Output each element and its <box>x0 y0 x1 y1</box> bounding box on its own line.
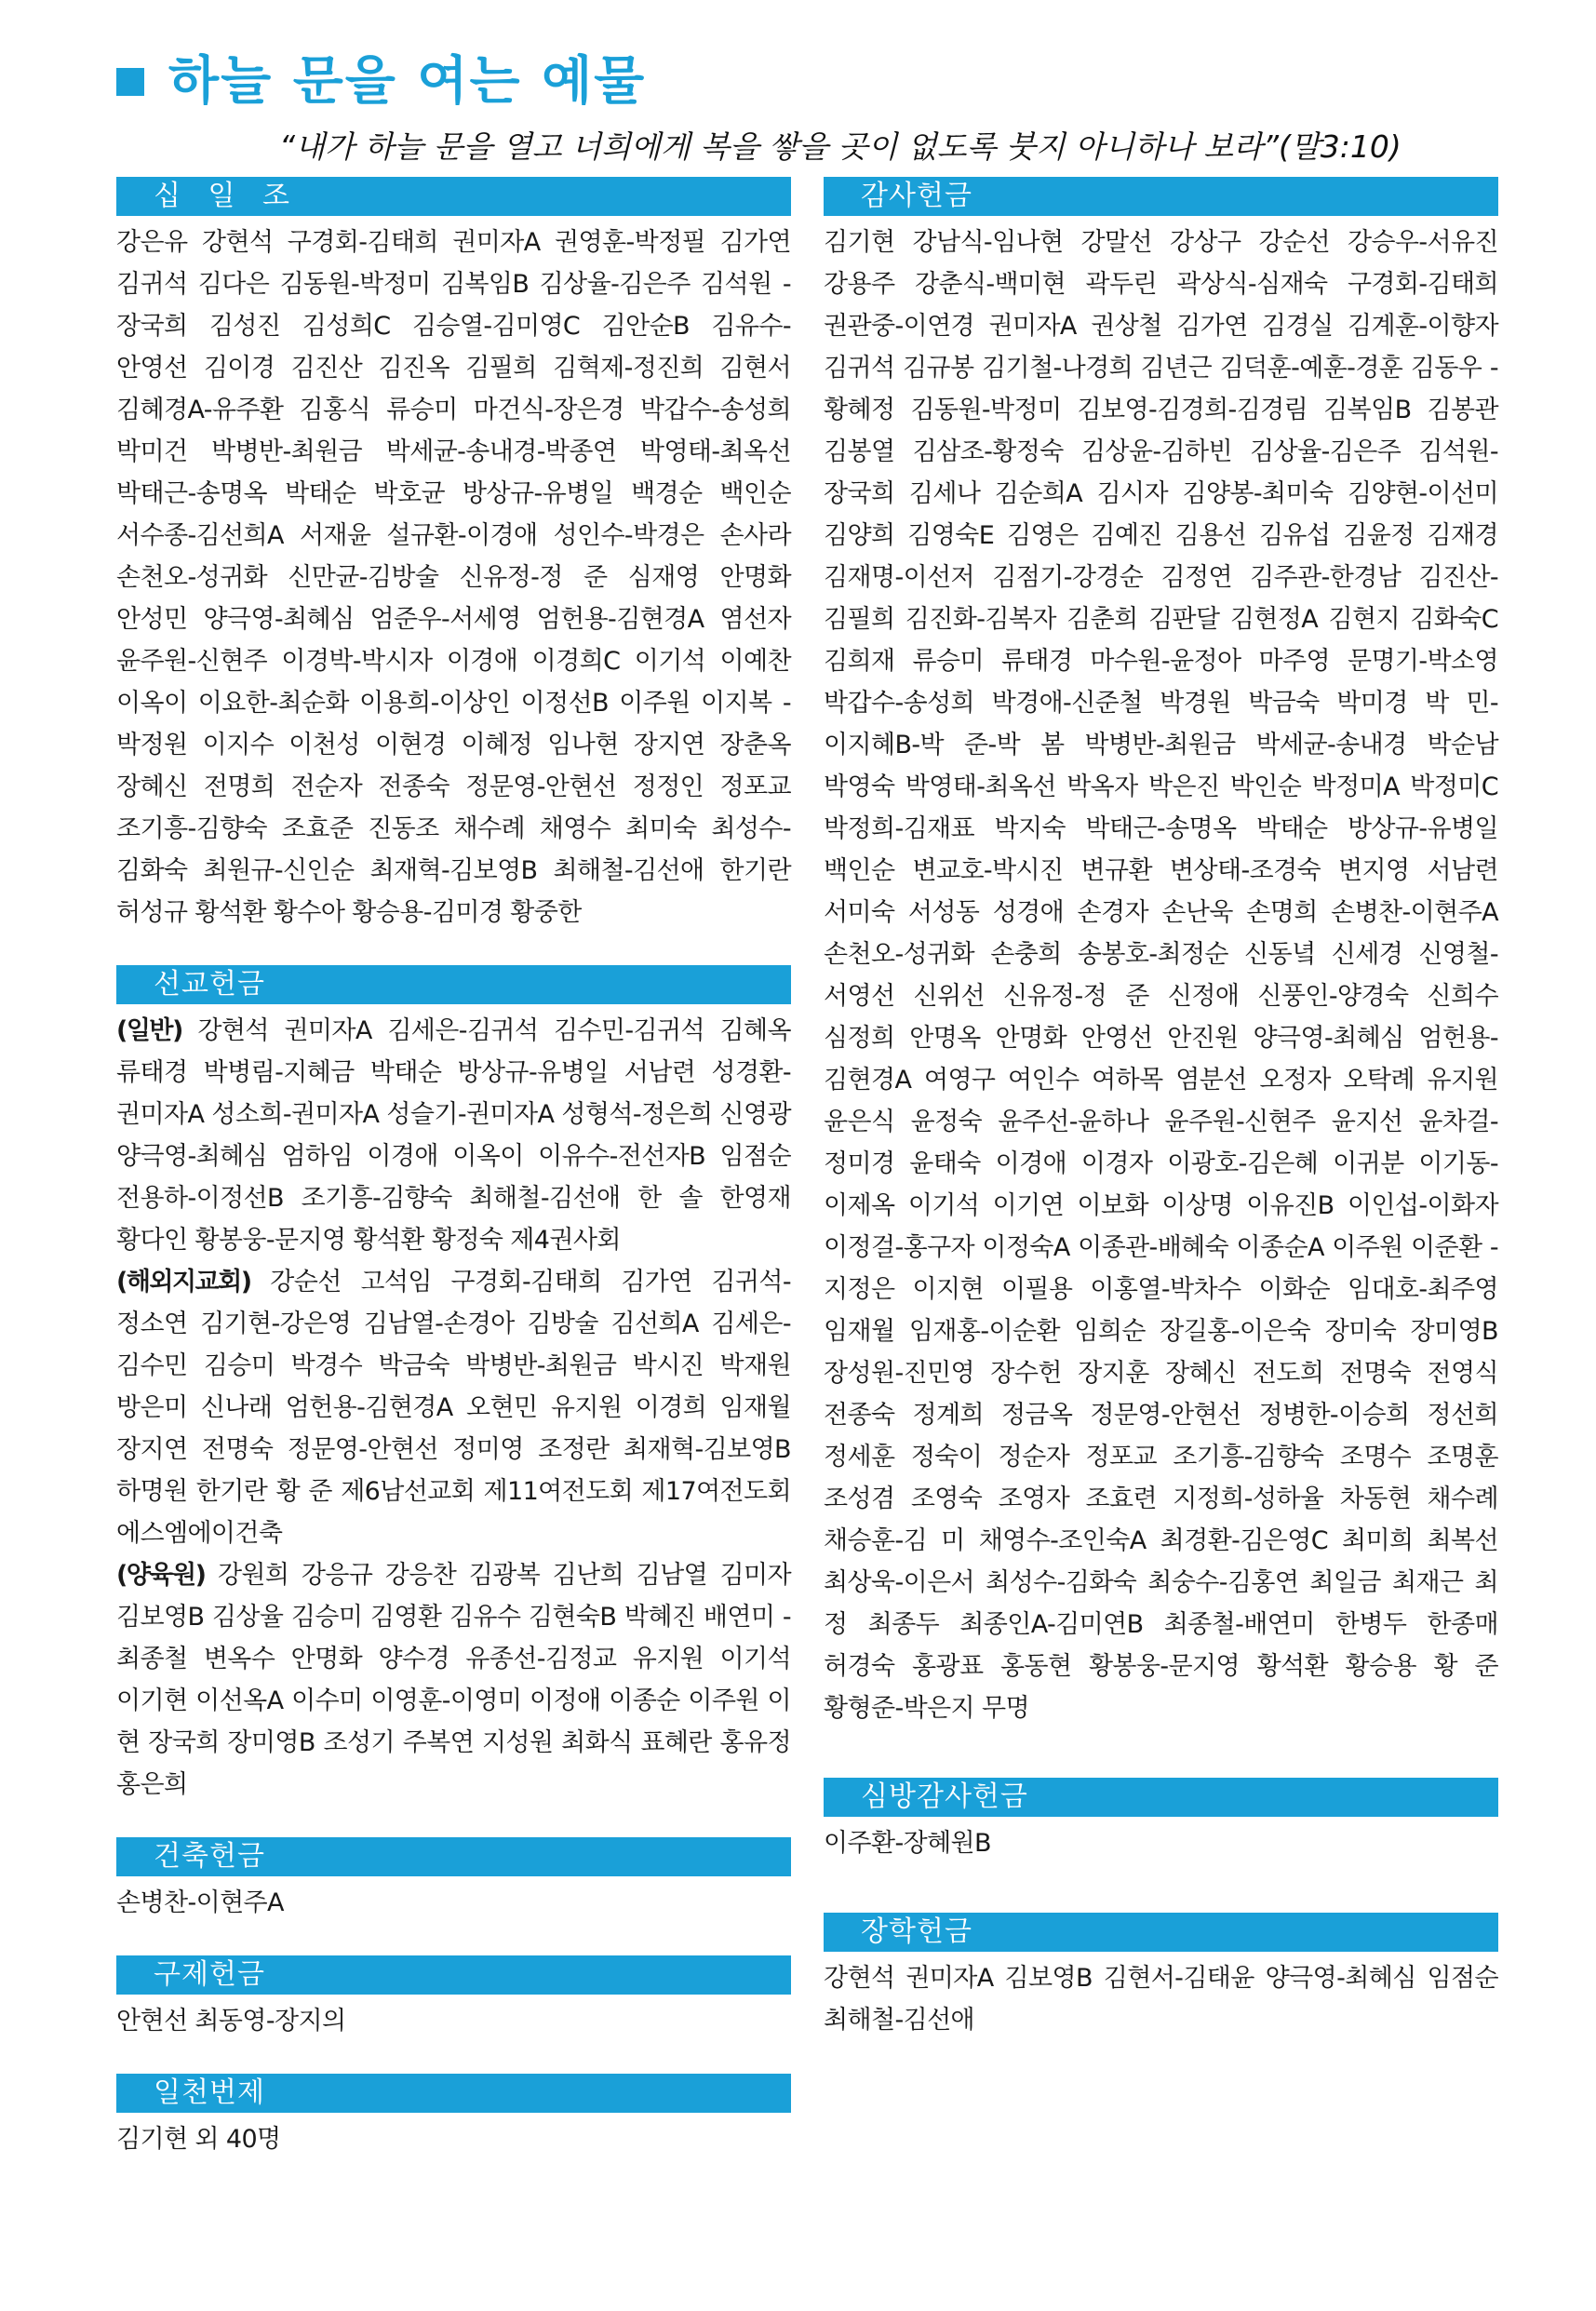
section-heading: 선교헌금 <box>116 965 791 1004</box>
donor-list <box>116 1554 791 1806</box>
donor-list <box>116 1261 791 1554</box>
donor-names: 강현석 권미자A 김세은-김귀석 김수민-김귀석 김혜옥 류태경 박병림-지혜금 박태순 방상규-유병일 서남련 성경환- 권미자A 성소희-권미자A 성슬기-권미자A 성형석-정은희 신영광 양극영-최혜심 엄하임 이경애 이옥이 이유수-전선자B 임점순 전용하-이정선B 조기흥-김향숙 최해철-김선애 한 솔 한영재 황다인 황봉웅-문지영 황석환 황정숙 제4권사회 <box>116 1016 791 1255</box>
page-header <box>116 51 1494 112</box>
spacer <box>824 1761 1498 1778</box>
section-mission <box>116 965 791 1806</box>
donor-list: 김기현 강남식-임나현 강말선 강상구 강순선 강승우-서유진 강용주 강춘식-백미현 곽두린 곽상식-심재숙 구경회-김태희 권관중-이연경 권미자A 권상철 김가연 김경실 김계훈-이향자 김귀석 김규봉 김기철-나경희 김년근 김덕훈-예훈-경훈 김동우 -황혜정 김동원-박정미 김보영-김경희-김경림 김복임B 김봉관 김봉열 김삼조-황정숙 김상윤-김하빈 김상율-김은주 김석원- 장국희 김세나 김순희A 김시자 김양봉-최미숙 김양현-이선미 김양희 김영숙E 김영은 김예진 김용선 김유섭 김윤정 김재경 김재명-이선저 김점기-강경순 김정연 김주관-한경남 김진산- 김필희 김진화-김복자 김춘희 김판달 김현정A 김현지 김화숙C 김희재 류승미 류태경 마수원-윤정아 마주영 문명기-박소영 박갑수-송성희 박경애-신준철 박경원 박금숙 박미경 박 민- 이지혜B-박 준-박 봄 박병반-최원금 박세균-송내경 박순남 박영숙 박영태-최옥선 박옥자 박은진 박인순 박정미A 박정미C 박정희-김재표 박지숙 박태근-송명옥 박태순 방상규-유병일 백인순 변교호-박시진 변규환 변상태-조경숙 변지영 서남련 서미숙 서성동 성경애 손경자 손난욱 손명희 손병찬-이현주A 손천오-성귀화 손충희 송봉호-최정순 신동녘 신세경 신영철- 서영선 신위선 신유정-정 준 신정애 신풍인-양경숙 신희수 심정희 안명옥 안명화 안영선 안진원 양극영-최혜심 엄헌용- 김현경A 여영구 여인수 여하목 염분선 오정자 오탁례 유지원 윤은식 윤정숙 윤주선-윤하나 윤주원-신현주 윤지선 윤차걸- 정미경 윤태숙 이경애 이경자 이광호-김은혜 이귀분 이기동- 이제옥 이기석 이기연 이보화 이상명 이유진B 이인섭-이화자 이정걸-홍구자 이정숙A 이종관-배혜숙 이종순A 이주원 이준환 -지정은 이지현 이필용 이홍열-박차수 이화순 임대호-최주영 임재월 임재홍-이순환 임희순 장길홍-이은숙 장미숙 장미영B 장성원-진민영 장수헌 장지훈 장혜신 전도희 전명숙 전영식 전종숙 정계희 정금옥 정문영-안현선 정병한-이승희 정선희 정세훈 정숙이 정순자 정포교 조기흥-김향숙 조명수 조명훈 조성겸 조영숙 조영자 조효련 지정희-성하율 차동현 채수례 채승훈-김 미 채영수-조인숙A 최경환-김은영C 최미희 최복선 최상욱-이은서 최성수-김화숙 최숭수-김홍연 최일금 최재근 최 정 최종두 최종인A-김미연B 최종철-배연미 한병두 한종매 허경숙 홍광표 홍동현 황봉웅-문지영 황석환 황승용 황 준 황형준-박은지 무명 <box>824 228 1498 1723</box>
spacer <box>824 1896 1498 1913</box>
square-bullet-icon <box>116 68 144 96</box>
section-scholarship <box>824 1913 1498 2041</box>
section-heading: 건축헌금 <box>116 1837 791 1876</box>
section-tithe <box>116 177 791 934</box>
category-tag: (일반) <box>116 1016 182 1045</box>
left-column <box>116 177 791 2192</box>
section-visit <box>824 1778 1498 1864</box>
donor-list: 안현선 최동영-장지의 <box>116 2007 346 2036</box>
bible-verse: “내가 하늘 문을 열고 너희에게 복을 쌓을 곳이 없도록 붓지 아니하나 보라”(말3:10) <box>279 128 1402 165</box>
donor-list: 강은유 강현석 구경회-김태희 권미자A 권영훈-박정필 김가연 김귀석 김다은 김동원-박정미 김복임B 김상율-김은주 김석원 -장국희 김성진 김성희C 김승열-김미영C 김안순B 김유수- 안영선 김이경 김진산 김진옥 김필희 김혁제-정진희 김현서 김혜경A-유주환 김홍식 류승미 마건식-장은경 박갑수-송성희 박미건 박병반-최원금 박세균-송내경-박종연 박영태-최옥선 박태근-송명옥 박태순 박호균 방상규-유병일 백경순 백인순 서수종-김선희A 서재윤 설규환-이경애 성인수-박경은 손사라 손천오-성귀화 신만균-김방술 신유정-정 준 심재영 안명화 안성민 양극영-최혜심 엄준우-서세영 엄헌용-김현경A 염선자 윤주원-신현주 이경박-박시자 이경애 이경희C 이기석 이예찬 이옥이 이요한-최순화 이용희-이상인 이정선B 이주원 이지복 -박정원 이지수 이천성 이현경 이혜정 임나현 장지연 장춘옥 장혜신 전명희 전순자 전종숙 정문영-안현선 정정인 정포교 조기흥-김향숙 조효준 진동조 채수례 채영수 최미숙 최성수- 김화숙 최원규-신인순 최재혁-김보영B 최해철-김선애 한기란 허성규 황석환 황수아 황승용-김미경 황중한 <box>116 228 791 927</box>
donor-list: 강현석 권미자A 김보영B 김현서-김태윤 양극영-최혜심 임점순 최해철-김선애 <box>824 1964 1498 2035</box>
section-relief <box>116 1955 791 2042</box>
section-ilcheon <box>116 2074 791 2160</box>
section-heading: 일천번제 <box>116 2074 791 2113</box>
title-row <box>116 51 1494 112</box>
section-heading: 감사헌금 <box>824 177 1498 216</box>
donor-list: 손병찬-이현주A <box>116 1888 284 1917</box>
section-heading: 장학헌금 <box>824 1913 1498 1952</box>
section-building <box>116 1837 791 1924</box>
right-column <box>824 177 1498 2073</box>
donor-list: 이주환-장혜원B <box>824 1829 991 1858</box>
section-thanks <box>824 177 1498 1729</box>
donor-names: 강순선 고석임 구경회-김태희 김가연 김귀석-정소연 김기현-강은영 김남열-손경아 김방술 김선희A 김세은-김수민 김승미 박경수 박금숙 박병반-최원금 박시진 박재원 방은미 신나래 엄헌용-김현경A 오현민 유지원 이경희 임재월 장지연 전명숙 정문영-안현선 정미영 조정란 최재혁-김보영B 하명원 한기란 황 준 제6남선교회 제11여전도회 제17여전도회 에스엠에이건축 <box>116 1268 791 1548</box>
donor-list: 김기현 외 40명 <box>116 2125 281 2154</box>
section-heading: 구제헌금 <box>116 1955 791 1995</box>
category-tag: (양육원) <box>116 1561 206 1590</box>
category-tag: (해외지교회) <box>116 1268 251 1297</box>
page-title: 하늘 문을 여는 예물 <box>168 51 647 112</box>
section-heading: 심방감사헌금 <box>824 1778 1498 1817</box>
donor-list <box>116 1010 791 1261</box>
section-heading: 십 일 조 <box>116 177 791 216</box>
donor-names: 강원희 강응규 강응찬 김광복 김난희 김남열 김미자 김보영B 김상율 김승미 김영환 김유수 김현숙B 박혜진 배연미 -최종철 변옥수 안명화 양수경 유종선-김정교 유지원 이기석 이기현 이선옥A 이수미 이영훈-이영미 이정애 이종순 이주원 이 현 장국희 장미영B 조성기 주복연 지성원 최화식 표혜란 홍유정 홍은희 <box>116 1561 791 1799</box>
